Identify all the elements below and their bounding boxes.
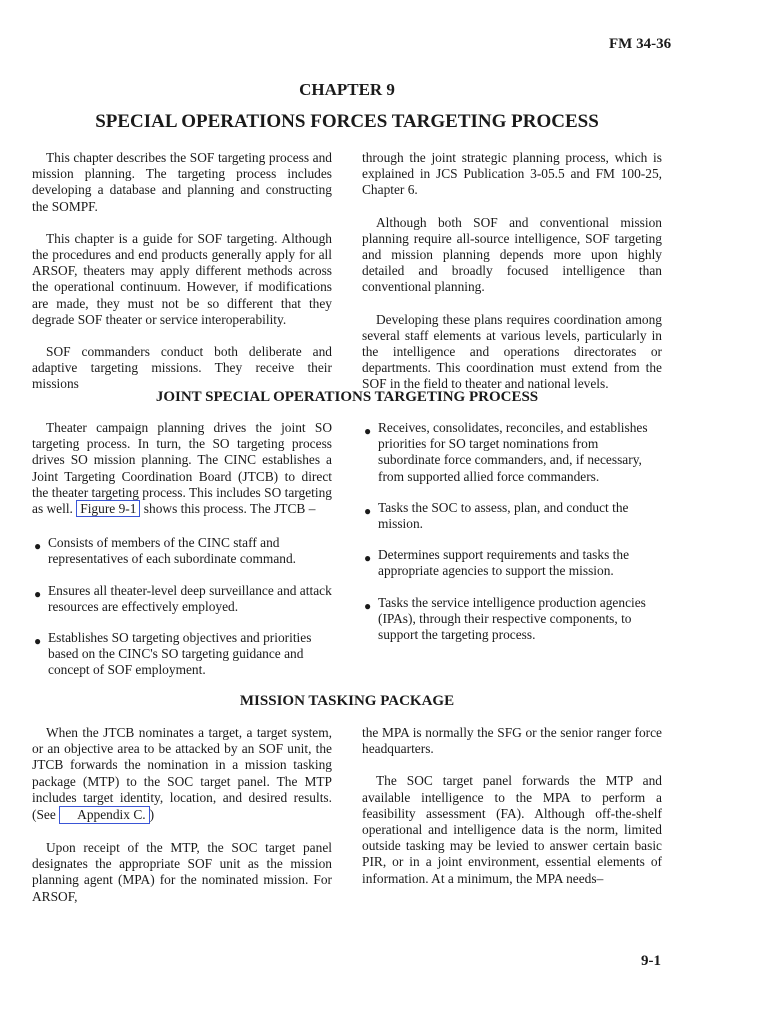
paragraph: SOF commanders conduct both deliberate and adaptive targeting missions. They receive their missions <box>32 344 332 392</box>
bullet-icon: ● <box>364 424 372 438</box>
list-item: ● Tasks the service intelligence production agencies (IPAs), through their respective components, to support the targeting process. <box>364 594 646 643</box>
paragraph <box>32 420 332 517</box>
section-heading-jso-targeting: JOINT SPECIAL OPERATIONS TARGETING PROCESS <box>155 389 539 405</box>
paragraph: This chapter describes the SOF targeting process and mission planning. The targeting process includes developing a database and planning and constructing the SOMPF. <box>32 150 332 214</box>
page-number: 9-1 <box>641 953 661 969</box>
paragraph: Although both SOF and conventional mission planning require all-source intelligence, SOF targeting and mission planning depends more upon highly detailed and broadly focused intelligence than conventional planning. <box>362 214 662 295</box>
paragraph-text: When the JTCB nominates a target, a target system, or an objective area to be attacked by an SOF unit, the JTCB forwards the nomination in a mission tasking package (MTP) to the SOC target panel. The MTP includes target identity, location, and desired results. (See <box>32 725 332 823</box>
paragraph: The SOC target panel forwards the MTP and available intelligence to the MPA to perform a feasibility assessment (FA). Although off-the-shelf operational and intelligence data is the norm, limited outside tasking may be levied to answer certain basic PIR, or in a joint environment, essential elements of information. At a minimum, the MPA needs– <box>362 773 662 886</box>
bullet-icon: ● <box>34 539 42 554</box>
list-item: ● Receives, consolidates, reconciles, and establishes priorities for SO target nominations from subordinate force commanders, and, if necessary, from supported allied force commanders. <box>364 420 648 484</box>
bullet-icon: ● <box>34 634 42 649</box>
bullet-icon: ● <box>34 586 42 601</box>
chapter-title: SPECIAL OPERATIONS FORCES TARGETING PROCESS <box>95 111 599 132</box>
jtcb-duties-list-continued <box>362 420 662 643</box>
intro-left-column <box>32 150 332 409</box>
list-item: ● Tasks the SOC to assess, plan, and conduct the mission. <box>364 499 629 532</box>
section2-left-column <box>32 725 332 921</box>
jtcb-duties-list <box>32 535 332 678</box>
paragraph: This chapter is a guide for SOF targeting. Although the procedures and end products generally apply for all ARSOF, theaters may apply different methods across the operational continuum. However, if modifications are made, they must not be so different that they degrade SOF theater or service interoperability. <box>32 230 332 327</box>
intro-right-column <box>362 150 662 409</box>
bullet-icon: ● <box>364 551 372 566</box>
paragraph: through the joint strategic planning process, which is explained in JCS Publication 3-05.5 and FM 100-25, Chapter 6. <box>362 150 662 198</box>
section-heading-mission-tasking-package: MISSION TASKING PACKAGE <box>239 693 455 709</box>
list-item: ● Establishes SO targeting objectives and priorities based on the CINC's SO targeting guidance and concept of SOF employment. <box>34 630 312 678</box>
section2-right-column <box>362 725 662 903</box>
section1-left-column <box>32 420 332 694</box>
paragraph: When the JTCB nominates a target, a target system, or an objective area to be attacked by an SOF unit, the JTCB forwards the nomination in a mission tasking package (MTP) to the SOC target panel. The MTP includes target identity, location, and desired results. (See Appendix C. ) <box>32 725 332 823</box>
figure-9-1-link[interactable]: Figure 9-1 <box>76 500 140 517</box>
paragraph: Upon receipt of the MTP, the SOC target panel designates the appropriate SOF unit as the mission planning agent (MPA) for the nominated mission. For ARSOF, <box>32 840 332 904</box>
list-item: ● Determines support requirements and tasks the appropriate agencies to support the mission. <box>364 547 630 579</box>
document-id: FM 34-36 <box>609 36 672 52</box>
paragraph-text: shows this process. The JTCB – <box>143 501 316 517</box>
chapter-label: CHAPTER 9 <box>299 80 395 99</box>
list-item: ● Ensures all theater-level deep surveillance and attack resources are effectively employed. <box>34 582 332 614</box>
paragraph: the MPA is normally the SFG or the senior ranger force headquarters. <box>362 725 662 757</box>
bullet-icon: ● <box>364 503 372 518</box>
bullet-icon: ● <box>364 598 372 613</box>
appendix-c-link[interactable]: Appendix C. <box>59 806 149 824</box>
paragraph: Developing these plans requires coordination among several staff elements at various levels, particularly in the intelligence and operations directorates or departments. This coordination must extend from the SOF in the field to theater and national levels. <box>362 311 662 392</box>
list-item: ● Consists of members of the CINC staff and representatives of each subordinate command. <box>34 535 297 567</box>
paragraph-text: Theater campaign planning drives the joint SO targeting process. In turn, the SO targeting process drives SO mission planning. The CINC establishes a Joint Targeting Coordination Board (JTCB) to direct the theater targeting process. This includes SO targeting as well. <box>32 420 332 517</box>
section1-right-column <box>362 420 662 658</box>
